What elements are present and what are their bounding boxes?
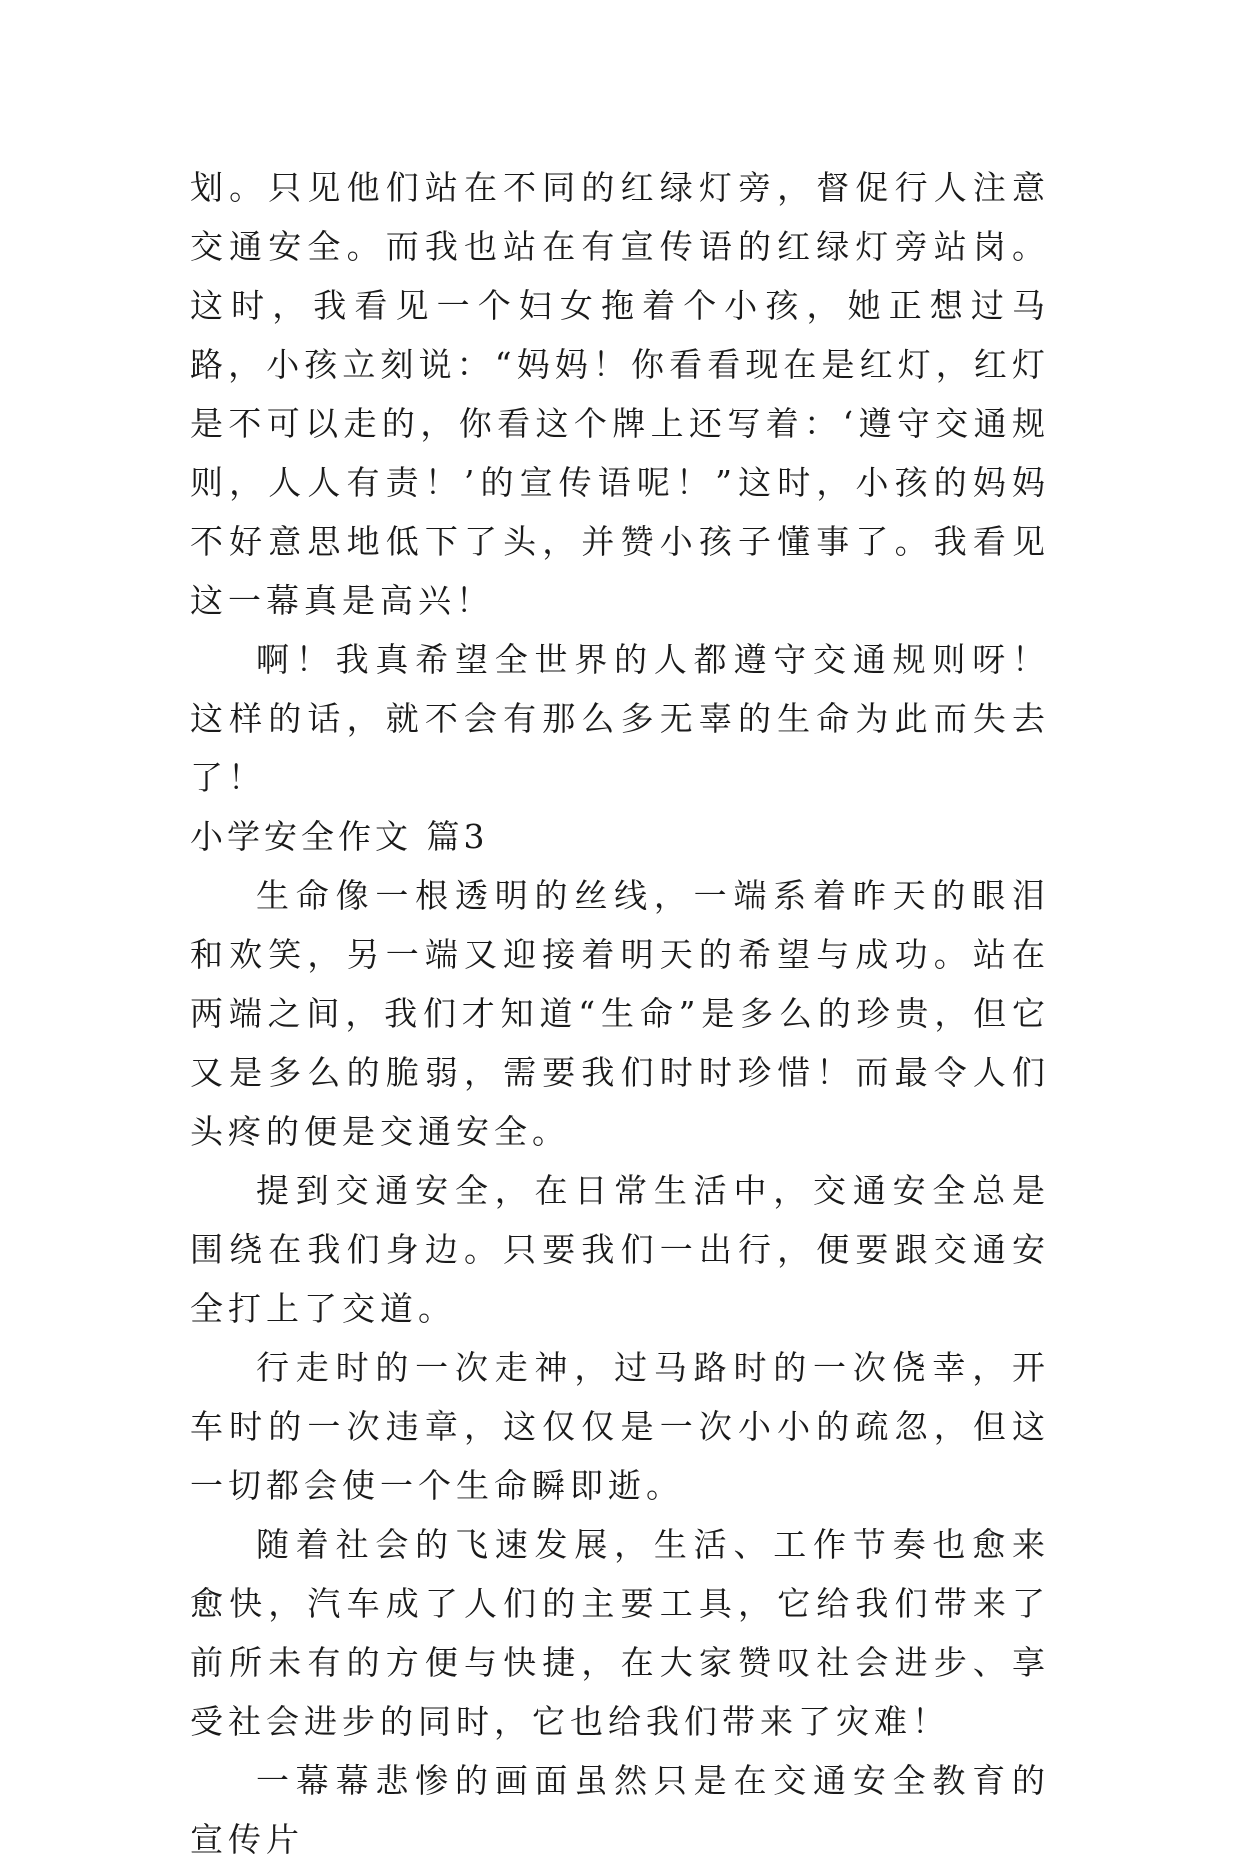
paragraph: 一幕幕悲惨的画面虽然只是在交通安全教育的宣传片 bbox=[190, 1761, 1050, 1859]
paragraph: 行走时的一次走神，过马路时的一次侥幸，开车时的一次违章，这仅仅是一次小小的疏忽，但这一切都会使一个生命瞬即逝。 bbox=[190, 1348, 1050, 1505]
paragraph: 提到交通安全，在日常生活中，交通安全总是围绕在我们身边。只要我们一出行，便要跟交通安全打上了交道。 bbox=[190, 1171, 1050, 1328]
section-title: 小学安全作文 篇3 bbox=[190, 817, 489, 856]
paragraph: 随着社会的飞速发展，生活、工作节奏也愈来愈快，汽车成了人们的主要工具，它给我们带来了前所未有的方便与快捷，在大家赞叹社会进步、享受社会进步的同时，它也给我们带来了灾难！ bbox=[190, 1525, 1050, 1741]
document-page bbox=[190, 158, 1050, 1869]
paragraph: 啊！我真希望全世界的人都遵守交通规则呀！这样的话，就不会有那么多无辜的生命为此而失去了！ bbox=[190, 640, 1050, 797]
paragraph: 划。只见他们站在不同的红绿灯旁，督促行人注意交通安全。而我也站在有宣传语的红绿灯旁站岗。这时，我看见一个妇女拖着个小孩，她正想过马路，小孩立刻说：“妈妈！你看看现在是红灯，红灯是不可以走的，你看这个牌上还写着：‘遵守交通规则，人人有责！’的宣传语呢！”这时，小孩的妈妈不好意思地低下了头，并赞小孩子懂事了。我看见这一幕真是高兴！ bbox=[190, 168, 1050, 620]
paragraph: 生命像一根透明的丝线，一端系着昨天的眼泪和欢笑，另一端又迎接着明天的希望与成功。站在两端之间，我们才知道“生命”是多么的珍贵，但它又是多么的脆弱，需要我们时时珍惜！而最令人们头疼的便是交通安全。 bbox=[190, 876, 1050, 1151]
